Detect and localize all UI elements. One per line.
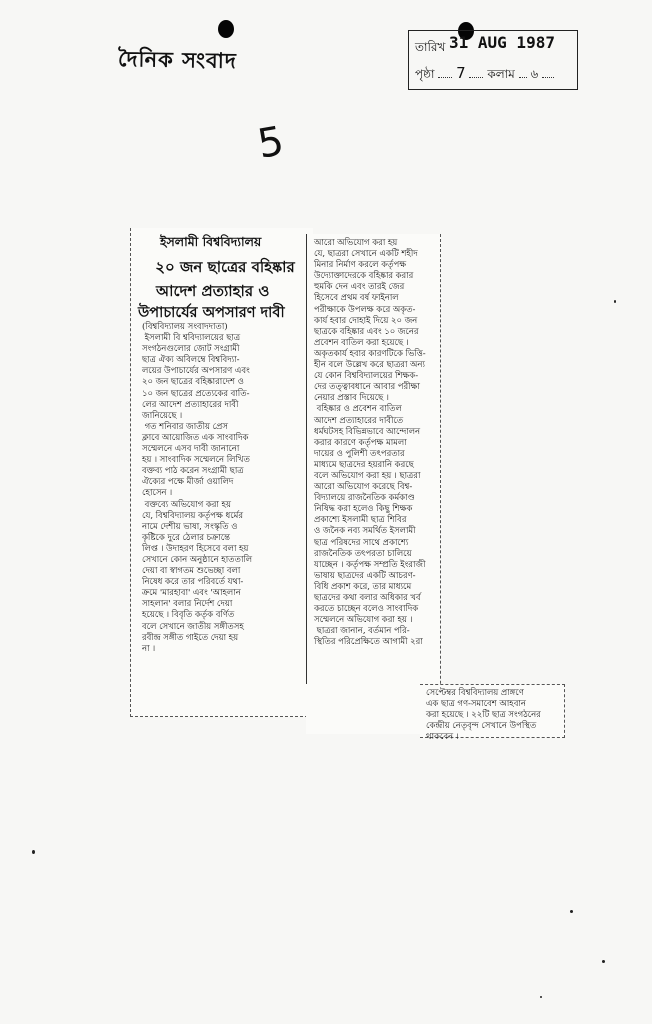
page-column-row bbox=[415, 64, 554, 86]
scan-speck bbox=[32, 850, 35, 854]
date-value: 31 AUG 1987 bbox=[449, 33, 555, 52]
column-rule bbox=[306, 234, 307, 684]
page-label: পৃষ্ঠা bbox=[415, 67, 435, 81]
scan-speck bbox=[570, 910, 573, 913]
page-value: 7 bbox=[456, 64, 466, 82]
newspaper-name: দৈনিক সংবাদ bbox=[117, 45, 238, 74]
article-headline-line-2: আদেশ প্রত্যাহার ও bbox=[156, 282, 270, 300]
scan-speck bbox=[540, 996, 542, 998]
scan-speck bbox=[614, 300, 616, 303]
punch-hole bbox=[218, 20, 234, 38]
scan-speck bbox=[602, 960, 605, 963]
article-column-2: আরো অভিযোগ করা হয় যে, ছাত্ররা সেখানে একটি শহীদ মিনার নির্মাণ করলে কর্তৃপক্ষ উদ্যোক্তাদেরকে বহিষ্কার করার হুমকি দেন এবং তারই জের হিসেবে প্রথম বর্ষ ফাইনাল পরীক্ষাকে উপলক্ষ করে অকৃত- কার্য হবার দোহাই দিয়ে ২০ জন ছাত্রকে বহিষ্কার এবং ১০ জনের প্রবেশন বাতিল করা হয়েছে । অকৃতকার্য হবার কারণটিকে ভিত্তি- হীন বলে উল্লেখ করে ছাত্ররা অন্য যে কোন বিশ্ববিদ্যালয়ের শিক্ষক- দের তত্ত্বাবধানে আবার পরীক্ষা নেয়ার প্রস্তাব দিয়েছে । বহিষ্কার ও প্রবেশন বাতিল আদেশ প্রত্যাহারের দাবীতে ধর্মঘটসহ বিভিন্নভাবে আন্দোলন করার কারণে কর্তৃপক্ষ মামলা দায়ের ও পুলিশী তৎপরতার মাধ্যমে ছাত্রদের হয়রানি করছে বলে অভিযোগ করা হয় । ছাত্ররা আরো অভিযোগ করেছে বিশ্ব- বিদ্যালয়ে রাজনৈতিক কর্মকাণ্ড নিষিদ্ধ করা হলেও কিছু শিক্ষক প্রকাশ্যে ইসলামী ছাত্র শিবির ও জনৈক নব্য সমর্থিত ইসলামী ছাত্র পরিষদের সাথে প্রকাশ্যে রাজনৈতিক তৎপরতা চালিয়ে যাচ্ছেন । কর্তৃপক্ষ সম্প্রতি ইংরাজী ভাষায় ছাত্রদের একটি আচরণ- বিধি প্রকাশ করে, তার মাধ্যমে ছাত্রদের কথা বলার অধিকার খর্ব করতে চাচ্ছেন বলেও সাংবাদিক সম্মেলনে অভিযোগ করা হয় । ছাত্ররা জানান, বর্তমান পরি- স্থিতির পরিপ্রেক্ষিতে আগামী ২রা bbox=[314, 238, 426, 648]
article-column-1: (বিশ্ববিদ্যালয় সংবাদদাতা) ইসলামী বি শ্ববিদ্যালয়ের ছাত্র সংগঠনগুলোর জোট সংগ্রামী ছাত্র ঐক্য অবিলম্বে বিশ্ববিদ্যা- লয়ের উপাচার্যের অপসারণ এবং ২০ জন ছাত্রের বহিষ্কারাদেশ ও ১০ জন ছাত্রের প্রত্যেকের বাতি- লের আদেশ প্রত্যাহারের দাবী জানিয়েছে । গত শনিবার জাতীয় প্রেস ক্লাবে আয়োজিত এক সাংবাদিক সম্মেলনে এসব দাবী জানানো হয় । সাংবাদিক সম্মেলনে লিখিত বক্তব্য পাঠ করেন সংগ্রামী ছাত্র ঐক্যের পক্ষে মীর্জা ওয়ালিদ হোসেন । বক্তব্যে অভিযোগ করা হয় যে, বিশ্ববিদ্যালয় কর্তৃপক্ষ ধর্মের নামে দেশীয় ভাষা, সংস্কৃতি ও কৃষ্টিকে দুরে ঠেলার চক্রান্তে লিপ্ত । উদাহরণ হিসেবে বলা হয় সেখানে কোন অনুষ্ঠানে হাততালি দেয়া বা স্বাগতম শুভেচ্ছা বলা নিষেধ করে তার পরিবর্তে যথা- ক্রমে 'মারহাবা' এবং 'আহলান সাহলান' বলার নির্দেশ দেয়া হয়েছে । বিবৃতি কর্তৃক বর্ণিত বলে সেখানে জাতীয় সঙ্গীতসহ রবীন্দ্র সঙ্গীত গাইতে দেয়া হয় না । bbox=[142, 322, 253, 654]
date-label: তারিখ bbox=[415, 40, 446, 54]
date-stamp bbox=[408, 30, 578, 90]
article-headline-line-3: উপাচার্যের অপসারণ দাবী bbox=[138, 304, 285, 321]
article-column-3: সেপ্টেম্বর বিশ্ববিদ্যালয় প্রাঙ্গণে এক ছাত্র গণ-সমাবেশ আহবান করা হয়েছে । ২২টি ছাত্র সংগঠনের কেন্দ্রীয় নেতৃবৃন্দ সেখানে উপস্থিত থাকবেন । bbox=[426, 688, 541, 743]
handwritten-page-number: 5 bbox=[254, 118, 288, 168]
article-headline-line-1: ২০ জন ছাত্রের বহিষ্কার bbox=[155, 258, 295, 276]
article-kicker: ইসলামী বিশ্ববিদ্যালয় bbox=[160, 234, 262, 249]
column-label: কলাম bbox=[487, 67, 515, 81]
column-value: ৬ bbox=[530, 67, 539, 81]
